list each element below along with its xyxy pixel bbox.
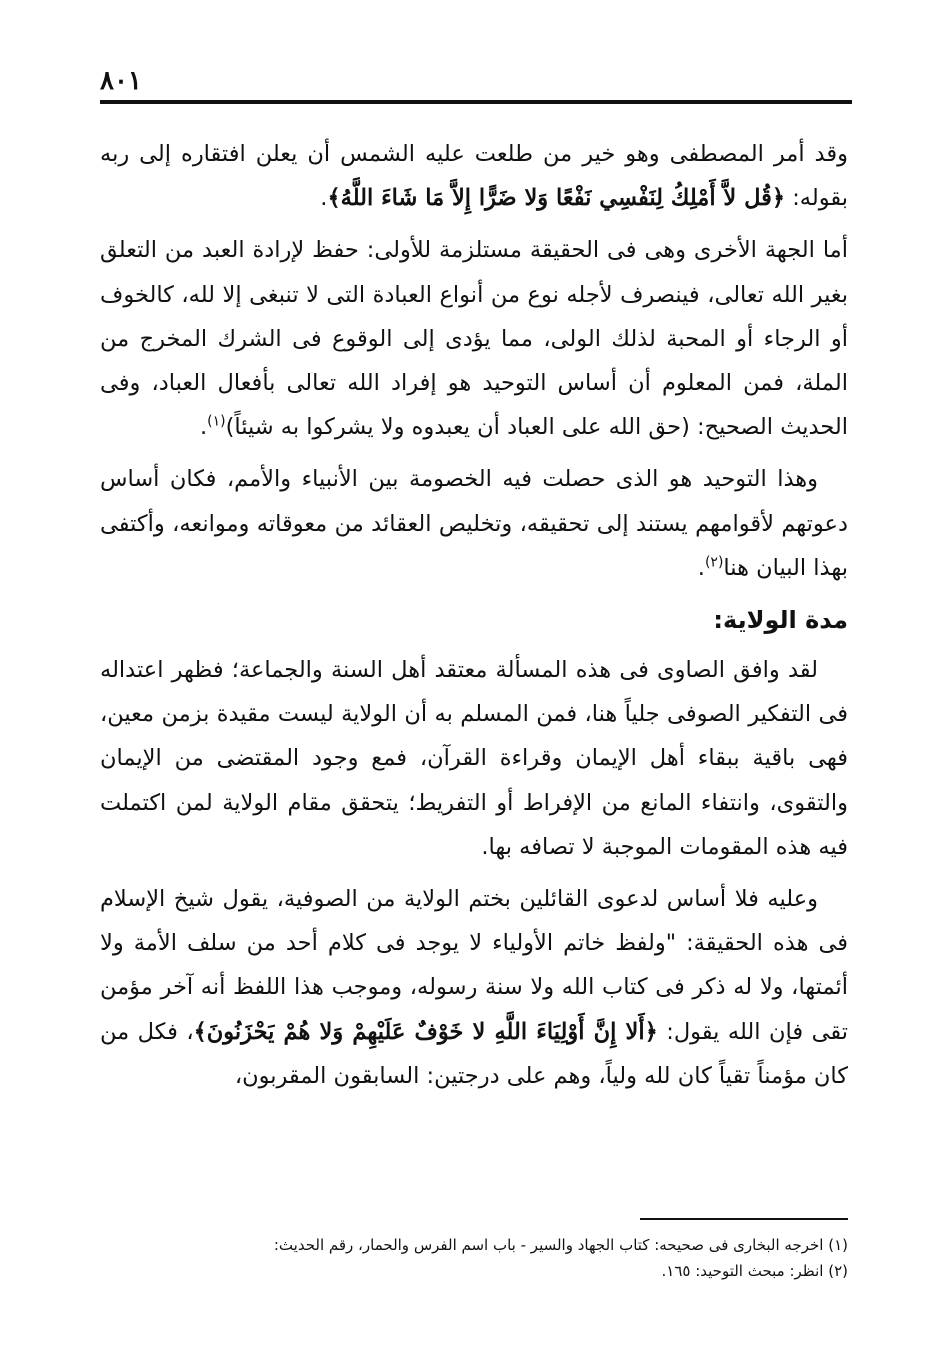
paragraph-1-end: .	[320, 185, 328, 212]
footnote-1: (١) اخرجه البخارى فى صحيحه: كتاب الجهاد والسير - باب اسم الفرس والحمار، رقم الحديث:	[273, 1236, 848, 1254]
paragraph-2-end: .	[199, 414, 208, 441]
paragraph-5	[100, 877, 848, 1098]
footnote-ref-1: (١)	[207, 413, 226, 430]
footnote-separator	[640, 1218, 848, 1220]
footnote-ref-2: (٢)	[704, 554, 724, 571]
body-text	[100, 132, 848, 1098]
header-rule	[100, 100, 852, 104]
quran-verse-2: ﴿أَلا إِنَّ أَوْلِيَاءَ اللَّهِ لا خَوْفٌ عَلَيْهِمْ وَلا هُمْ يَحْزَنُونَ﴾	[193, 1018, 658, 1045]
section-heading: مدة الولاية:	[713, 606, 848, 635]
paragraph-2-text: أما الجهة الأخرى وهى فى الحقيقة مستلزمة للأولى: حفظ لإرادة العبد من التعلق بغير الله تعالى، فينصرف لأجله نوع من أنواع العبادة التى لا تنبغى إلا لله، كالخوف أو الرجاء أو المحبة لذلك الولى، مما يؤدى إلى الوقوع فى الشرك المخرج من الملة، فمن المعلوم أن أساس التوحيد هو إفراد الله تعالى بأفعال العباد، وفى الحديث الصحيح: (حق الله على العباد أن يعبدوه ولا يشركوا به شيئاً)	[100, 237, 848, 441]
paragraph-4: لقد وافق الصاوى فى هذه المسألة معتقد أهل السنة والجماعة؛ فظهر اعتداله فى التفكير الصوفى جلياً هنا، فمن المسلم به أن الولاية ليست مقيدة بزمن معين، فهى باقية ببقاء أهل الإيمان وقراءة القرآن، فمع وجود المقتضى من الإيمان والتقوى، وانتفاء المانع من الإفراط أو التفريط؛ يتحقق مقام الولاية لمن اكتملت فيه هذه المقومات الموجبة لا تصافه بها.	[100, 657, 848, 860]
paragraph-1-text: وقد أمر المصطفى وهو خير من طلعت عليه الشمس أن يعلن افتقاره إلى ربه بقوله:	[100, 141, 848, 212]
paragraph-2	[100, 228, 848, 449]
paragraph-3-end: .	[697, 554, 705, 581]
footnote-2: (٢) انظر: مبحث التوحيد: ١٦٥.	[661, 1262, 848, 1280]
quran-verse-1: ﴿قُل لاَّ أَمْلِكُ لِنَفْسِي نَفْعًا وَلا ضَرًّا إِلاَّ مَا شَاءَ اللَّهُ﴾	[327, 185, 786, 212]
footnotes	[100, 1232, 848, 1284]
page-header	[100, 66, 852, 106]
paragraph-5-continuation: ، فكل من كان مؤمناً تقياً كان لله ولياً، وهم على درجتين: السابقون المقربون،	[100, 1018, 848, 1089]
paragraph-3	[100, 457, 848, 590]
paragraph-3-text: وهذا التوحيد هو الذى حصلت فيه الخصومة بين الأنبياء والأمم، فكان أساس دعوتهم لأقوامهم يستند إلى تحقيقه، وتخليص العقائد من معوقاته وموانعه، وأكتفى بهذا البيان هنا	[100, 466, 848, 581]
paragraph-1	[100, 132, 848, 220]
page-number: ٨٠١	[100, 66, 142, 96]
paragraph-5-text: وعليه فلا أساس لدعوى القائلين بختم الولاية من الصوفية، يقول شيخ الإسلام فى هذه الحقيقة: "ولفظ خاتم الأولياء لا يوجد فى كلام أحد من سلف الأمة ولا أئمتها، ولا له ذكر فى كتاب الله ولا سنة رسوله، وموجب هذا اللفظ أنه آخر مؤمن تقى فإن الله يقول:	[100, 886, 848, 1045]
